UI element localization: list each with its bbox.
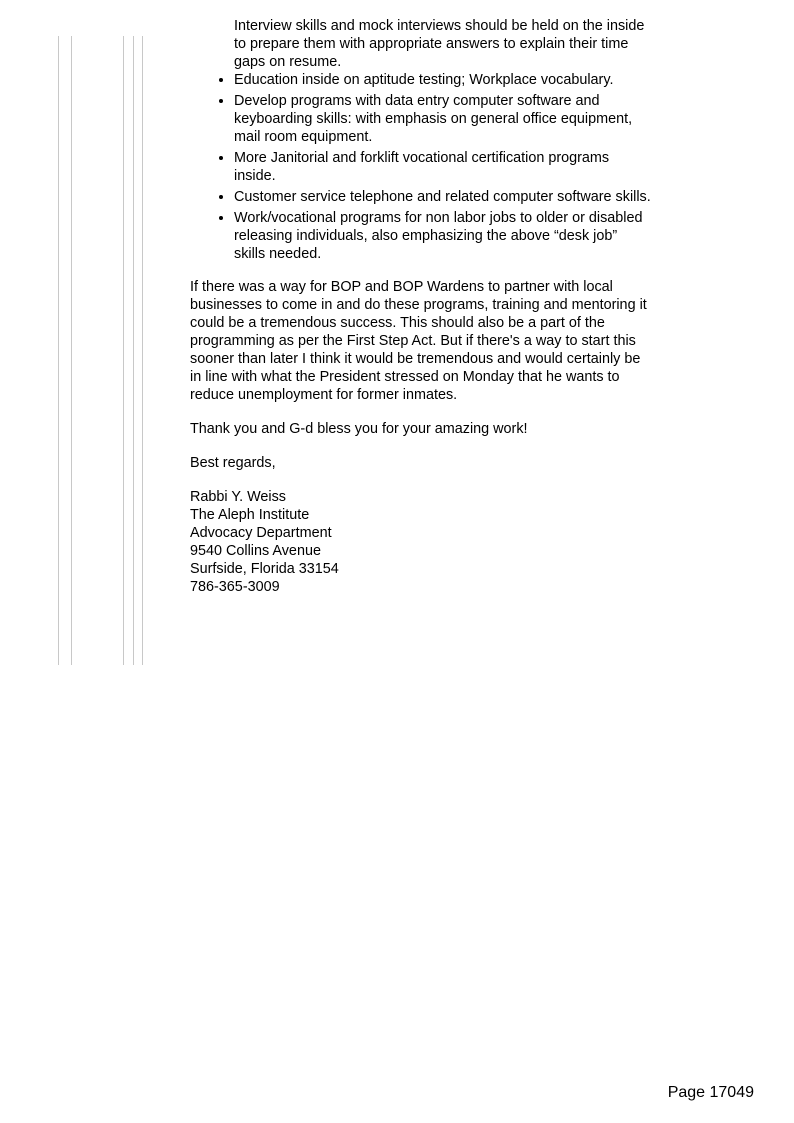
bullet-list <box>190 35 652 71</box>
list-item: • Develop programs with data entry computer software and keyboarding skills: with emphasis on general office equipment, mail room equipment. <box>234 92 652 146</box>
list-item: • More Janitorial and forklift vocational certification programs inside. <box>234 149 652 185</box>
signature-organization: The Aleph Institute <box>190 507 310 523</box>
list-item: • Customer service telephone and related computer software skills. <box>234 188 652 206</box>
quote-rule-5 <box>142 36 143 665</box>
quote-rule-2 <box>71 36 72 665</box>
page-number: Page 17049 <box>667 1084 754 1101</box>
signature-city: Surfside, Florida 33154 <box>190 561 339 577</box>
list-item: • Education inside on aptitude testing; Workplace vocabulary. <box>234 71 652 89</box>
list-item: • Work/vocational programs for non labor jobs to older or disabled releasing individuals, also emphasizing the above “desk job” skills needed. <box>234 209 652 263</box>
signature-department: Advocacy Department <box>190 525 332 541</box>
paragraph-partnership: If there was a way for BOP and BOP Wardens to partner with local businesses to come in and do these programs, training and mentoring it could be a tremendous success. This should also be a part of the programming as per the First Step Act. But if there's a way to start this sooner than later I think it would be tremendous and would certainly be in line with what the President stressed on Monday that he wants to reduce unemployment for former inmates. <box>190 279 647 403</box>
quote-rule-3 <box>123 36 124 665</box>
signature-phone: 786-365-3009 <box>190 579 280 595</box>
email-body <box>190 18 652 667</box>
bullet-list-main <box>190 71 652 263</box>
quote-rule-1 <box>58 36 59 665</box>
cut-off-line <box>234 17 652 35</box>
signature-name: Rabbi Y. Weiss <box>190 489 286 505</box>
cut-off-text: Interview skills and mock interviews should be held on the inside <box>234 18 645 34</box>
closing: Best regards, <box>190 455 276 471</box>
signature-block <box>190 488 652 596</box>
quote-rule-4 <box>133 36 134 665</box>
signature-street: 9540 Collins Avenue <box>190 543 321 559</box>
paragraph-thanks: Thank you and G-d bless you for your amazing work! <box>190 421 528 437</box>
list-item: to prepare them with appropriate answers to explain their time gaps on resume. <box>234 36 629 70</box>
